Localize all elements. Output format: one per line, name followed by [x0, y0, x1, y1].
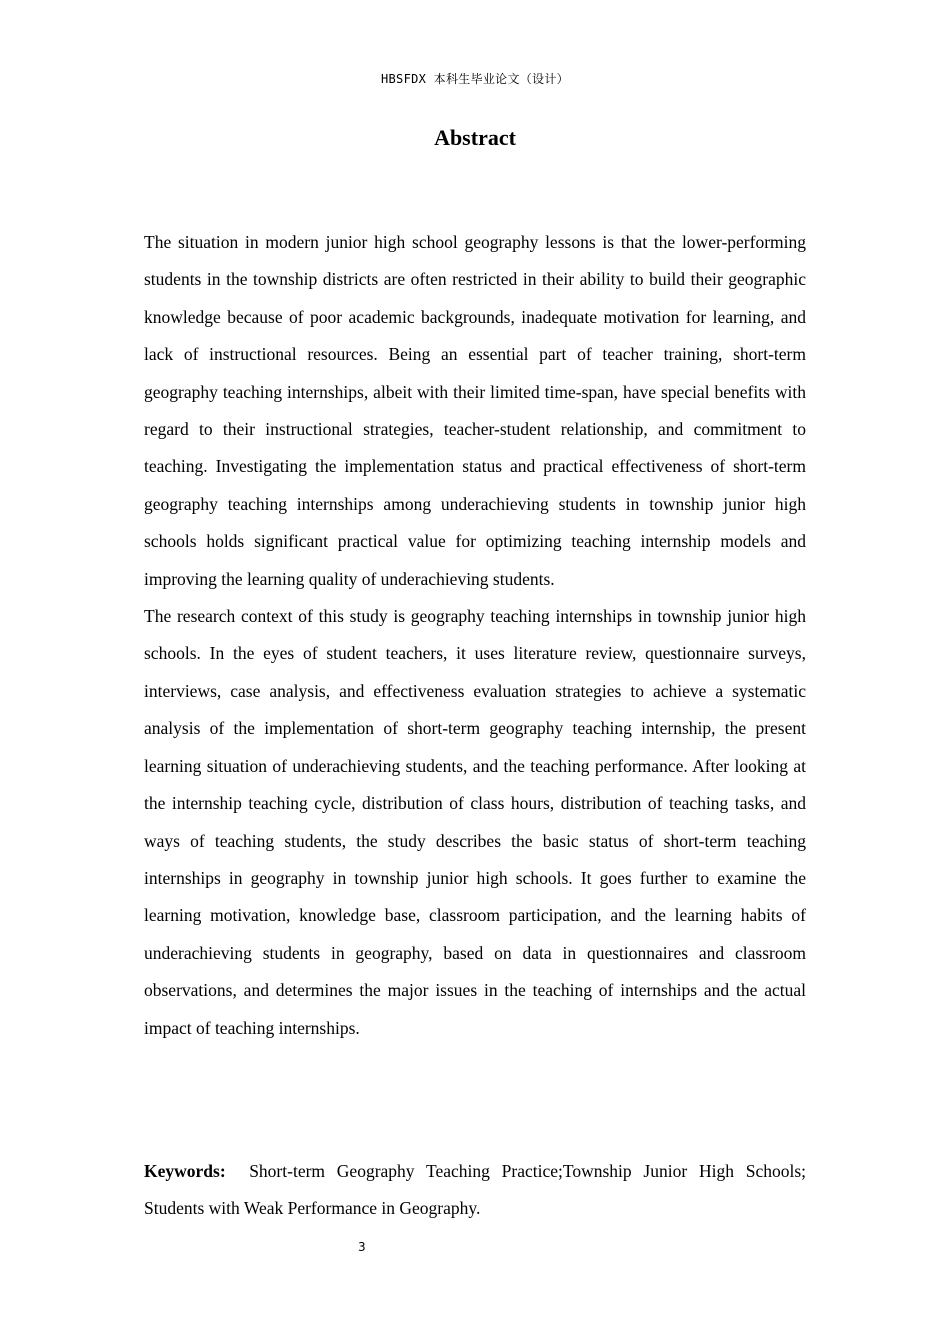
abstract-body: [144, 224, 806, 1047]
keywords-text: Short-term Geography Teaching Practice;Township Junior High Schools; Students with Weak Performance in Geography.: [144, 1161, 806, 1219]
abstract-paragraph-2: The research context of this study is geography teaching internships in township junior high schools. In the eyes of student teachers, it uses literature review, questionnaire surveys, interviews, case analysis, and effectiveness evaluation strategies to achieve a systematic analysis of the implementation of short-term geography teaching internship, the present learning situation of underachieving students, and the teaching performance. After looking at the internship teaching cycle, distribution of class hours, distribution of teaching tasks, and ways of teaching students, the study describes the basic status of short-term teaching internships in geography in township junior high schools. It goes further to examine the learning motivation, knowledge base, classroom participation, and the learning habits of underachieving students in geography, based on data in questionnaires and classroom observations, and determines the major issues in the teaching of internships and the actual impact of teaching internships.: [144, 606, 806, 1038]
page-number: 3: [358, 1240, 366, 1254]
abstract-title: Abstract: [434, 125, 516, 150]
keywords-line: [144, 1153, 806, 1228]
keywords-label: Keywords:: [144, 1161, 226, 1181]
page-header: HBSFDX 本科生毕业论文（设计）: [381, 72, 569, 86]
abstract-paragraph-1: The situation in modern junior high school geography lessons is that the lower-performing students in the township districts are often restricted in their ability to build their geographic knowledge because of poor academic backgrounds, inadequate motivation for learning, and lack of instructional resources. Being an essential part of teacher training, short-term geography teaching internships, albeit with their limited time-span, have special benefits with regard to their instructional strategies, teacher-student relationship, and commitment to teaching. Investigating the implementation status and practical effectiveness of short-term geography teaching internships among underachieving students in township junior high schools holds significant practical value for optimizing teaching internship models and improving the learning quality of underachieving students.: [144, 232, 806, 589]
